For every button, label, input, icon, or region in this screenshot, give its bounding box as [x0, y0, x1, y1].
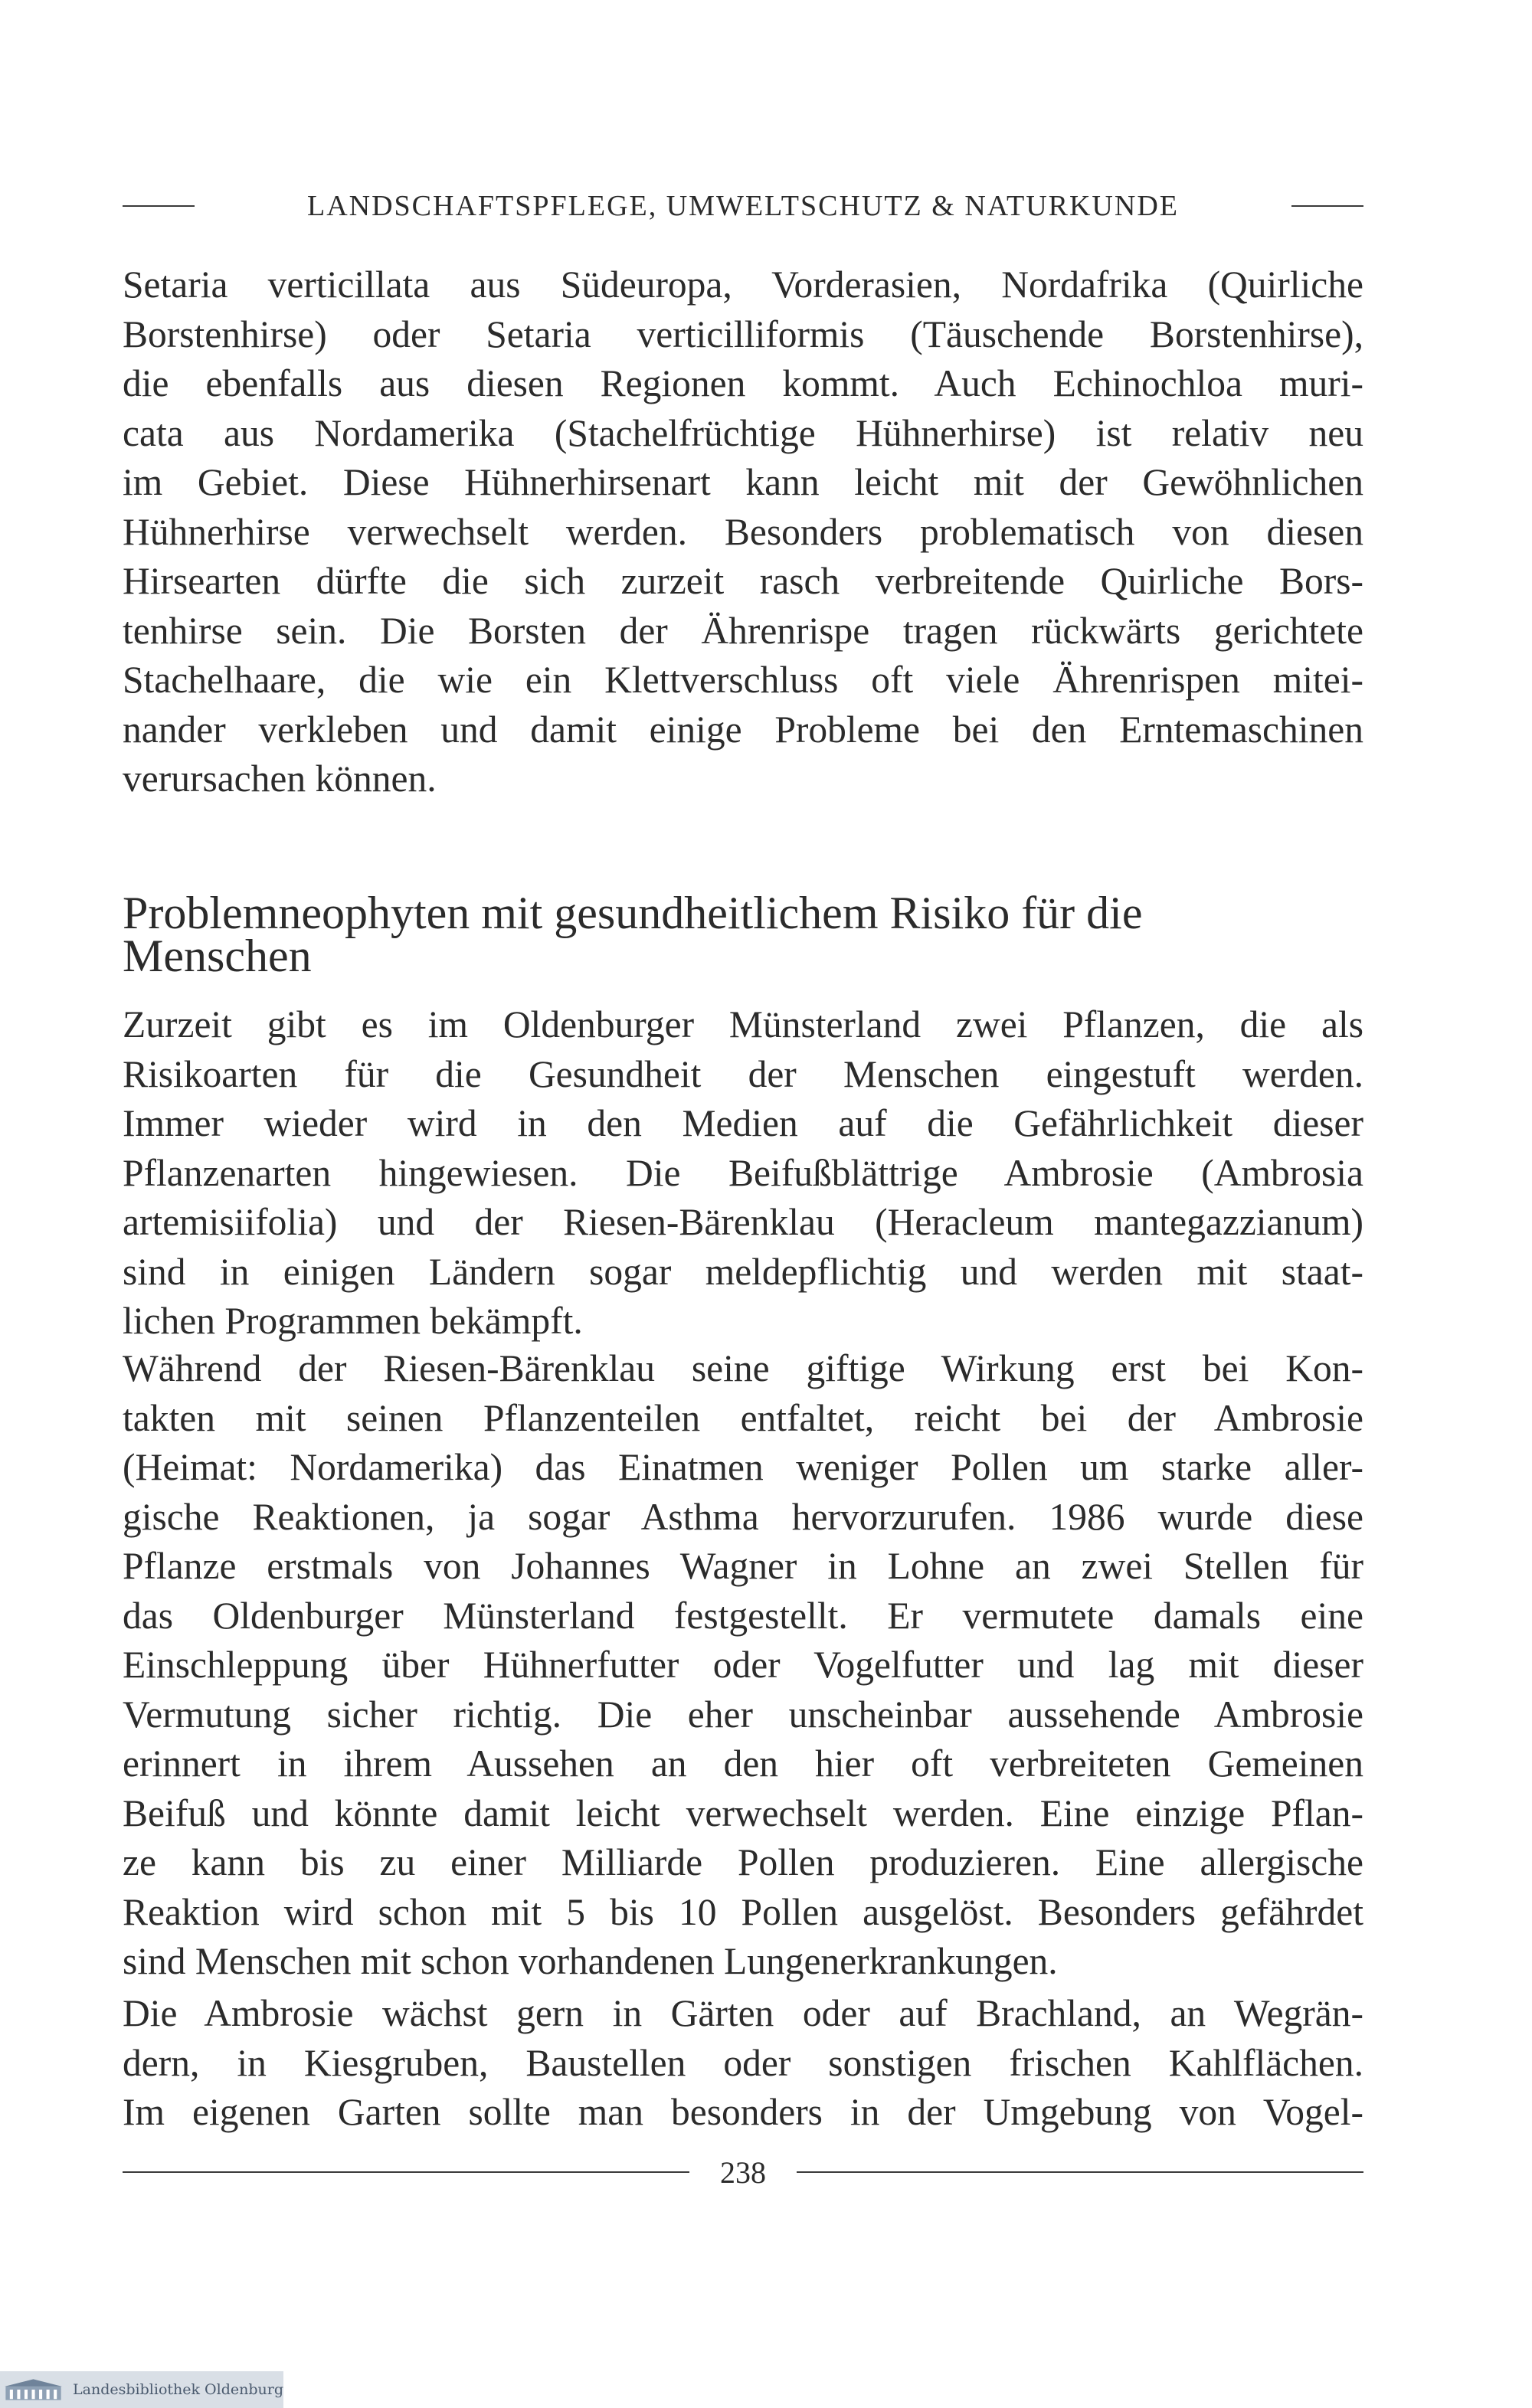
paragraph-line: Pflanze erstmals von Johannes Wagner in Lohne an zwei Stellen für	[123, 1545, 1363, 1587]
paragraph-line: ze kann bis zu einer Milliarde Pollen produzieren. Eine allergische	[123, 1841, 1363, 1883]
paragraph-line: Reaktion wird schon mit 5 bis 10 Pollen ausgelöst. Besonders gefährdet	[123, 1890, 1363, 1933]
paragraph-3	[123, 1344, 1363, 1987]
paragraph-line: Borstenhirse) oder Setaria verticilliformis (Täuschende Borstenhirse),	[123, 312, 1363, 355]
running-head-text: LANDSCHAFTSPFLEGE, UMWELTSCHUTZ & NATURKUNDE	[307, 190, 1179, 222]
paragraph-line: artemisiifolia) und der Riesen-Bärenklau (Heracleum mantegazzianum)	[123, 1201, 1363, 1243]
page-number: 238	[720, 2154, 766, 2190]
library-footer	[0, 2371, 283, 2408]
section-heading-line: Problemneophyten mit gesundheitlichem Risiko für die	[123, 888, 1143, 938]
paragraph-4	[123, 1989, 1363, 2138]
running-head-rule-left	[123, 205, 195, 207]
paragraph-line: lichen Programmen bekämpft.	[123, 1300, 583, 1342]
paragraph-line: Während der Riesen-Bärenklau seine giftige Wirkung erst bei Kon-	[123, 1347, 1363, 1389]
paragraph-line: Beifuß und könnte damit leicht verwechselt werden. Eine einzige Pflan-	[123, 1791, 1363, 1834]
paragraph-line: Risikoarten für die Gesundheit der Menschen eingestuft werden.	[123, 1052, 1363, 1095]
paragraph-line: nander verkleben und damit einige Probleme bei den Erntemaschinen	[123, 708, 1363, 751]
paragraph-line: sind Menschen mit schon vorhandenen Lungenerkrankungen.	[123, 1940, 1058, 1982]
paragraph-line: takten mit seinen Pflanzenteilen entfaltet, reicht bei der Ambrosie	[123, 1396, 1363, 1439]
paragraph-line: cata aus Nordamerika (Stachelfrüchtige Hühnerhirse) ist relativ neu	[123, 411, 1363, 454]
paragraph-line: die ebenfalls aus diesen Regionen kommt. Auch Echinochloa muri-	[123, 362, 1363, 404]
page-folio	[123, 2154, 1363, 2190]
paragraph-line: Vermutung sicher richtig. Die eher unscheinbar aussehende Ambrosie	[123, 1693, 1363, 1736]
paragraph-line: verursachen können.	[123, 757, 437, 800]
library-name: Landesbibliothek Oldenburg	[73, 2381, 283, 2398]
paragraph-line: Setaria verticillata aus Südeuropa, Vorderasien, Nordafrika (Quirliche	[123, 263, 1363, 306]
running-head-rule-right	[1291, 205, 1363, 207]
paragraph-line: Einschleppung über Hühnerfutter oder Vogelfutter und lag mit dieser	[123, 1644, 1363, 1686]
paragraph-2	[123, 1000, 1363, 1346]
paragraph-line: Hirsearten dürfte die sich zurzeit rasch verbreitende Quirliche Bors-	[123, 560, 1363, 602]
paragraph-line: Im eigenen Garten sollte man besonders in der Umgebung von Vogel-	[123, 2091, 1363, 2133]
paragraph-line: dern, in Kiesgruben, Baustellen oder sonstigen frischen Kahlflächen.	[123, 2041, 1363, 2084]
paragraph-line: Hühnerhirse verwechselt werden. Besonders problematisch von diesen	[123, 510, 1363, 553]
paragraph-line: tenhirse sein. Die Borsten der Ährenrispe tragen rückwärts gerichtete	[123, 609, 1363, 652]
paragraph-line: im Gebiet. Diese Hühnerhirsenart kann leicht mit der Gewöhnlichen	[123, 461, 1363, 503]
paragraph-line: Immer wieder wird in den Medien auf die Gefährlichkeit dieser	[123, 1102, 1363, 1144]
paragraph-line: das Oldenburger Münsterland festgestellt. Er vermutete damals eine	[123, 1594, 1363, 1637]
section-heading-line: Menschen	[123, 931, 312, 981]
paragraph-line: Stachelhaare, die wie ein Klettverschluss oft viele Ährenrispen mitei-	[123, 659, 1363, 701]
section-heading	[123, 888, 1363, 981]
paragraph-line: erinnert in ihrem Aussehen an den hier oft verbreiteten Gemeinen	[123, 1742, 1363, 1785]
paragraph-line: sind in einigen Ländern sogar meldepflichtig und werden mit staat-	[123, 1250, 1363, 1293]
folio-rule-right	[797, 2171, 1363, 2173]
paragraph-line: gische Reaktionen, ja sogar Asthma hervorzurufen. 1986 wurde diese	[123, 1495, 1363, 1538]
paragraph-line: Pflanzenarten hingewiesen. Die Beifußblättrige Ambrosie (Ambrosia	[123, 1151, 1363, 1194]
paragraph-line: Die Ambrosie wächst gern in Gärten oder auf Brachland, an Wegrän-	[123, 1992, 1363, 2034]
paragraph-line: (Heimat: Nordamerika) das Einatmen weniger Pollen um starke aller-	[123, 1446, 1363, 1488]
running-head	[123, 187, 1363, 225]
paragraph-1	[123, 260, 1363, 804]
folio-rule-left	[123, 2171, 689, 2173]
paragraph-line: Zurzeit gibt es im Oldenburger Münsterland zwei Pflanzen, die als	[123, 1003, 1363, 1045]
library-building-icon	[5, 2373, 62, 2406]
